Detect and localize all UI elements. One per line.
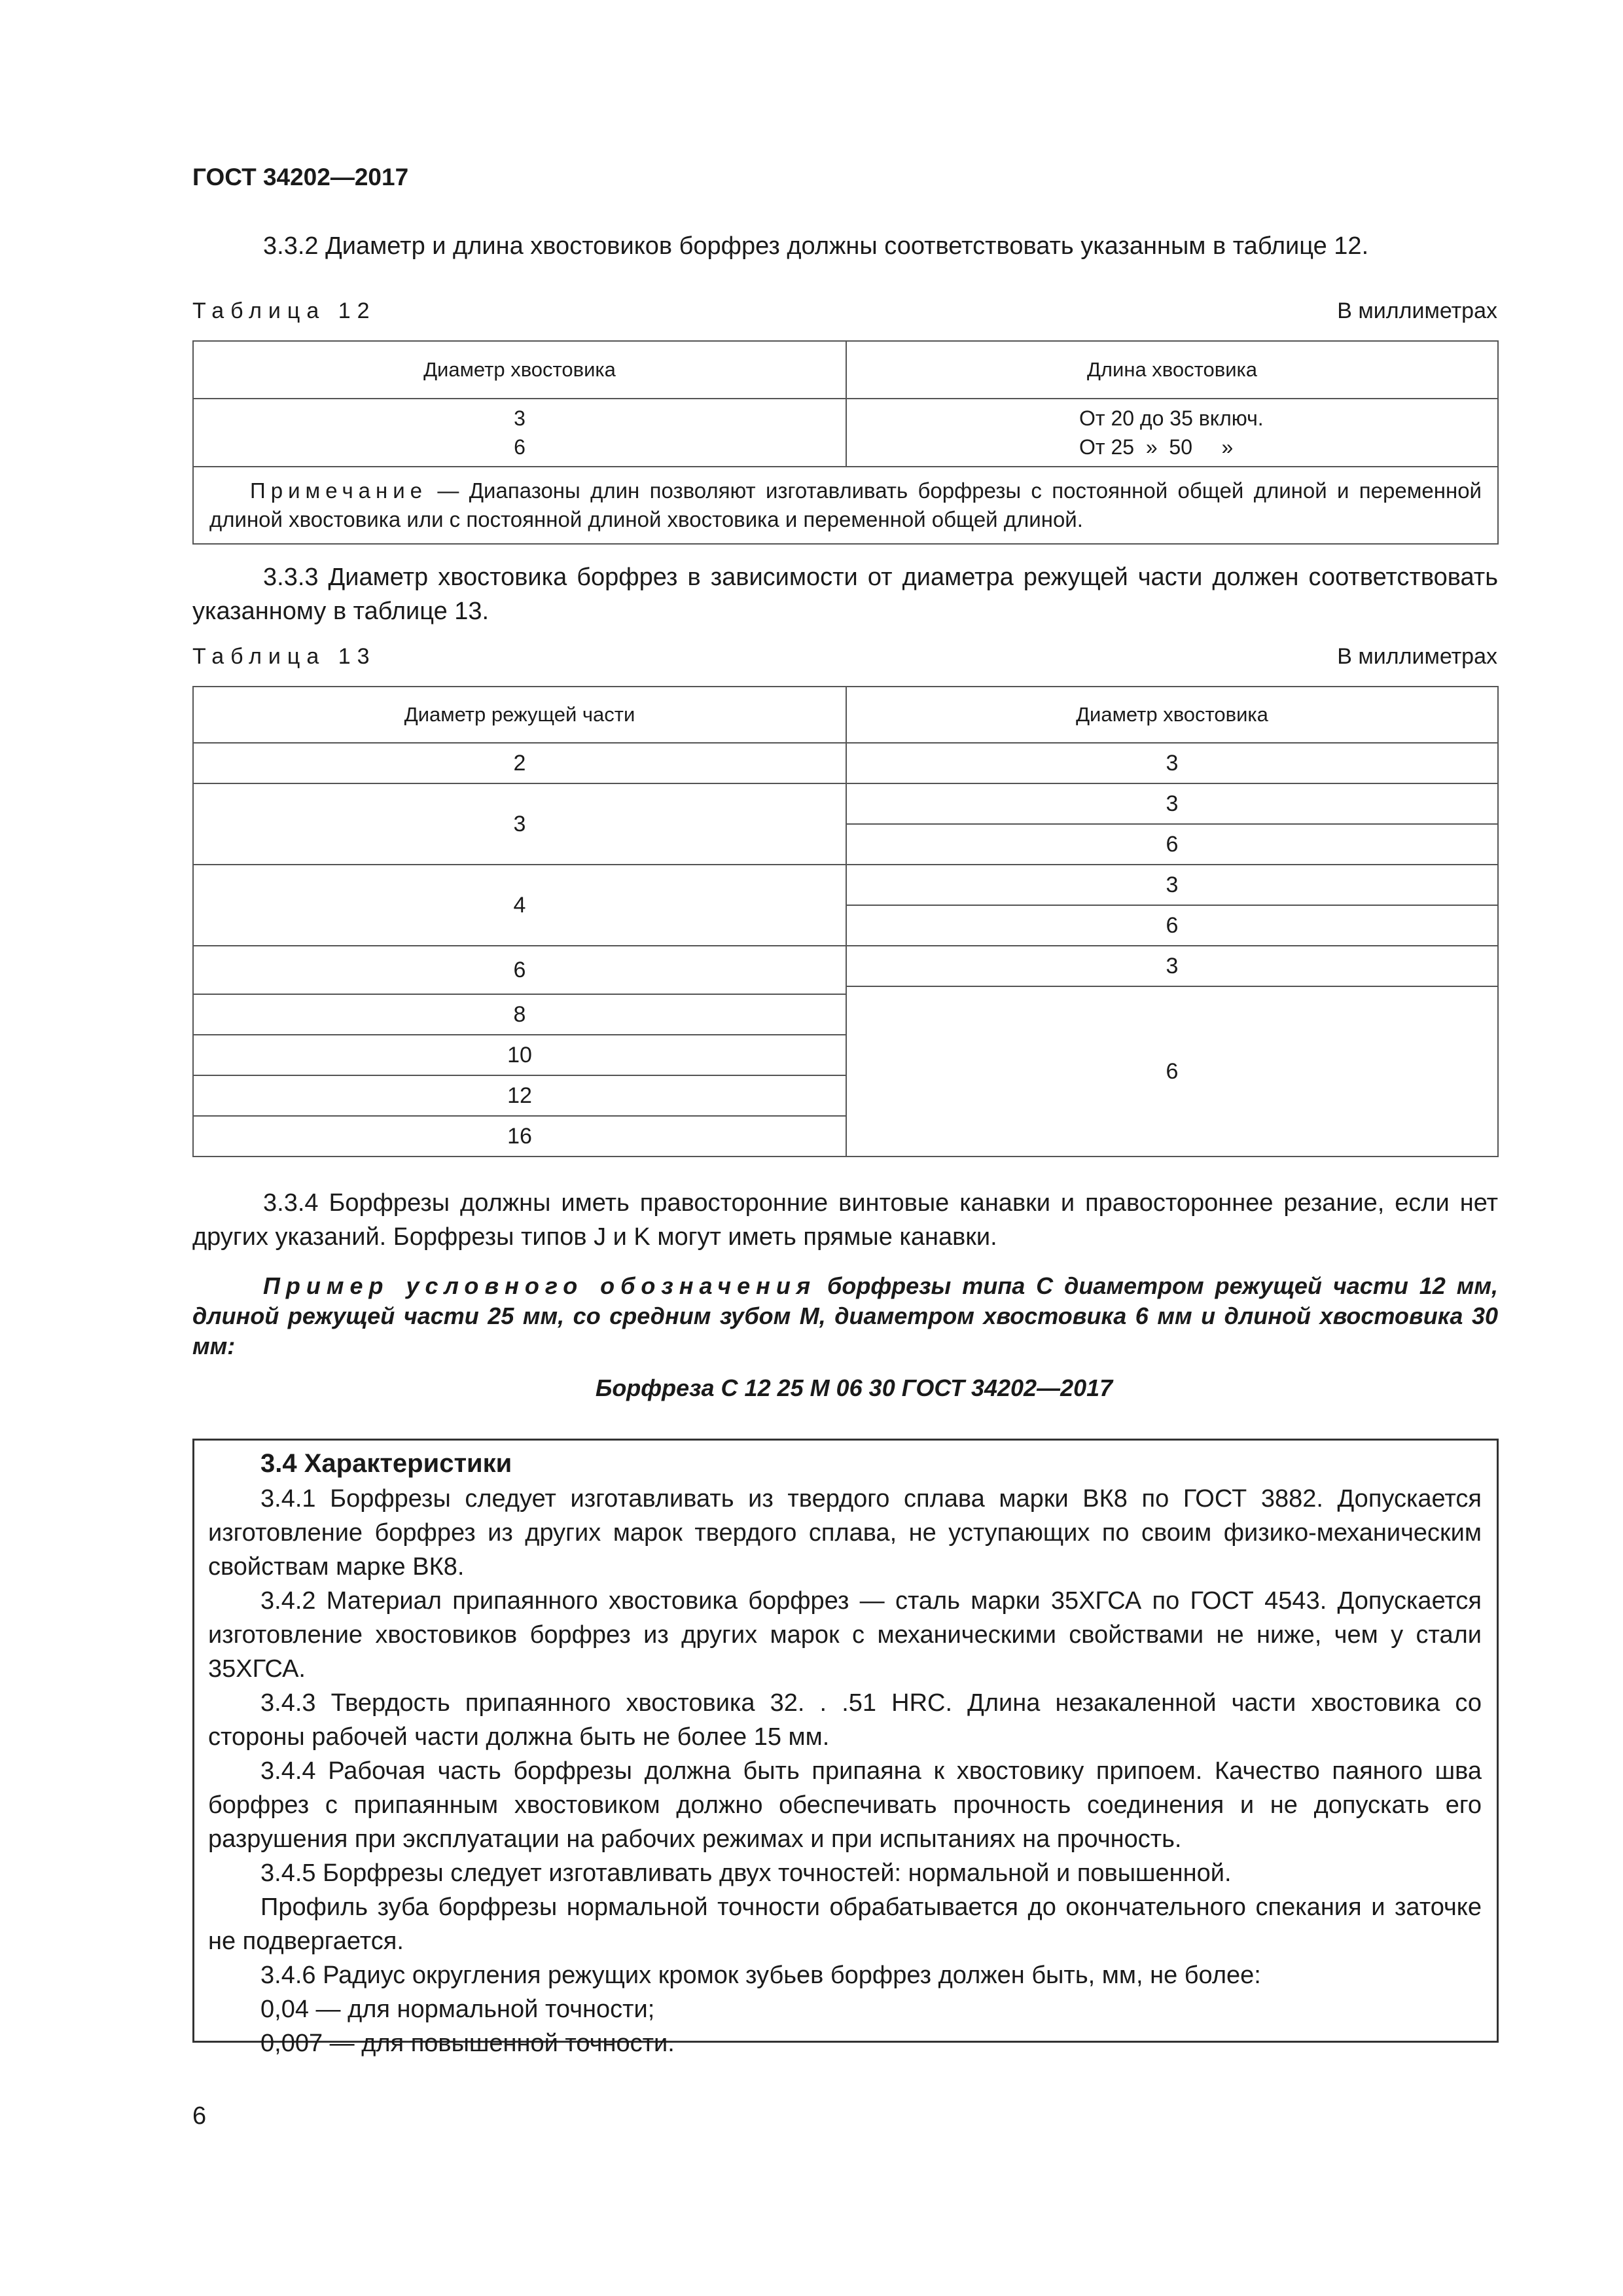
paragraph-3-4-2: 3.4.2 Материал припаянного хвостовика борфрез — сталь марки 35ХГСА по ГОСТ 4543. Допускается изготовление хвостовиков борфрез из других марок с механическими свойствами не ниже, чем у стали 35ХГСА.	[208, 1587, 1482, 1683]
note-label: Примечание	[250, 478, 428, 503]
paragraph-3-3-4: 3.3.4 Борфрезы должны иметь правосторонние винтовые канавки и правостороннее резание, если нет других указаний. Борфрезы типов J и K могут иметь прямые канавки.	[192, 1189, 1498, 1251]
table-12-diameter-value: 6	[514, 435, 526, 459]
section-3-4-title: 3.4 Характеристики	[260, 1449, 512, 1478]
table-12-label: Таблица 12	[192, 298, 376, 323]
table-13-cut-cell: 10	[193, 1035, 846, 1075]
table-12-diameters	[193, 399, 846, 467]
table-13-cut-cell: 2	[193, 743, 846, 783]
table-13-cut-cell: 4	[193, 865, 846, 946]
table-13-units: В миллиметрах	[1337, 644, 1497, 669]
paragraph-3-4-4: 3.4.4 Рабочая часть борфрезы должна быть припаяна к хвостовику припоем. Качество паяного шва борфрез с припаянным хвостовиком должно обеспечивать прочность соединения и не допускать его разрушения при эксплуатации на рабочих режимах и при испытаниях на прочность.	[208, 1757, 1482, 1853]
paragraph-3-4-3: 3.4.3 Твердость припаянного хвостовика 32. . .51 HRC. Длина незакаленной части хвостовика со стороны рабочей части должна быть не более 15 мм.	[208, 1689, 1482, 1751]
table-13-shank-cell: 3	[846, 783, 1498, 824]
paragraph-3-4-5: 3.4.5 Борфрезы следует изготавливать двух точностей: нормальной и повышенной.	[260, 1859, 1232, 1887]
note-text: — Диапазоны длин позволяют изготавливать борфрезы с постоянной общей длиной и переменной длиной хвостовика или с постоянной длиной хвостовика и переменной общей длиной.	[209, 478, 1482, 531]
table-13-header-shank-diameter: Диаметр хвостовика	[846, 687, 1498, 743]
paragraph-3-4-1: 3.4.1 Борфрезы следует изготавливать из твердого сплава марки ВК8 по ГОСТ 3882. Допускается изготовление борфрез из других марок твердого сплава, не уступающих по своим физико-механическим свойствам марке ВК8.	[208, 1485, 1482, 1581]
example-text: борфрезы типа C диаметром режущей части 12 мм, длиной режущей части 25 мм, со средним зубом M, диаметром хвостовика 6 мм и длиной хвостовика 30 мм:	[192, 1272, 1499, 1359]
table-12-diameter-value: 3	[514, 406, 526, 430]
table-12	[192, 340, 1499, 545]
table-13-shank-cell: 6	[846, 986, 1498, 1157]
document-header: ГОСТ 34202—2017	[192, 164, 409, 190]
table-13-shank-cell: 3	[846, 743, 1498, 783]
table-13-cut-cell: 16	[193, 1116, 846, 1157]
table-13-header-cut-diameter: Диаметр режущей части	[193, 687, 846, 743]
paragraph-3-4-6: 3.4.6 Радиус округления режущих кромок зубьев борфрез должен быть, мм, не более:	[260, 1962, 1261, 1989]
table-13-cut-cell: 6	[193, 946, 846, 994]
table-12-length-value: От 25 » 50 »	[1079, 435, 1234, 459]
designation-example	[192, 1271, 1498, 1361]
table-13-shank-cell: 6	[846, 905, 1498, 946]
table-13-shank-cell: 6	[846, 824, 1498, 865]
table-13-cut-cell: 8	[193, 994, 846, 1035]
table-12-note	[193, 467, 1498, 544]
page-number: 6	[192, 2102, 207, 2130]
example-lead: Пример условного обозначения	[263, 1272, 817, 1299]
table-12-units: В миллиметрах	[1337, 298, 1497, 323]
table-12-header-diameter: Диаметр хвостовика	[193, 341, 846, 399]
paragraph-3-3-3: 3.3.3 Диаметр хвостовика борфрез в зависимости от диаметра режущей части должен соответствовать указанному в таблице 13.	[192, 564, 1498, 625]
table-12-length-value: От 20 до 35 включ.	[1079, 406, 1264, 430]
designation-line: Борфреза C 12 25 M 06 30 ГОСТ 34202—2017	[595, 1374, 1113, 1401]
table-13	[192, 686, 1499, 1157]
table-12-header-length: Длина хвостовика	[846, 341, 1498, 399]
table-13-cut-cell: 3	[193, 783, 846, 865]
list-item-normal: 0,04 — для нормальной точности;	[260, 1996, 655, 2023]
list-item-high: 0,007 — для повышенной точности.	[260, 2030, 675, 2057]
table-13-cut-cell: 12	[193, 1075, 846, 1116]
table-12-lengths	[846, 399, 1498, 467]
paragraph-3-4-5-profile: Профиль зуба борфрезы нормальной точности обрабатывается до окончательного спекания и заточке не подвергается.	[208, 1893, 1482, 1955]
table-13-label: Таблица 13	[192, 644, 376, 669]
paragraph-3-3-2: 3.3.2 Диаметр и длина хвостовиков борфрез должны соответствовать указанным в таблице 12.	[263, 232, 1369, 260]
table-13-shank-cell: 3	[846, 865, 1498, 905]
table-13-shank-cell: 3	[846, 946, 1498, 986]
